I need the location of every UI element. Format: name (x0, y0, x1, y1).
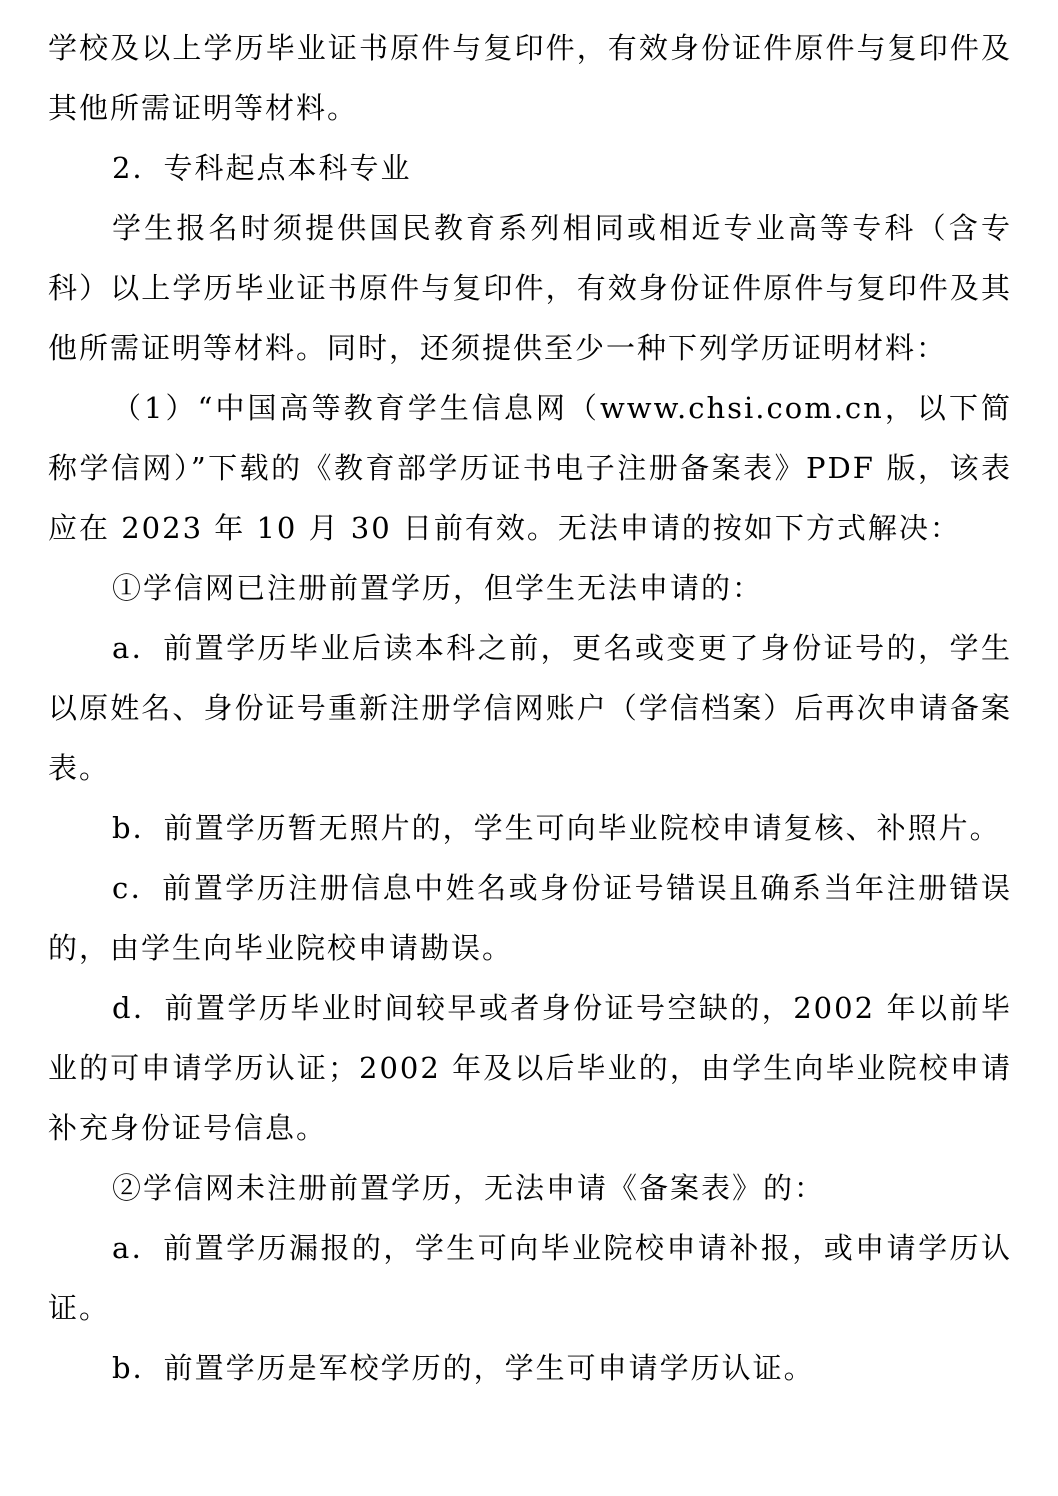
paragraph-10: ②学信网未注册前置学历，无法申请《备案表》的： (112, 1171, 826, 1205)
paragraph-12: b．前置学历是军校学历的，学生可申请学历认证。 (112, 1351, 815, 1385)
paragraph-11: a．前置学历漏报的，学生可向毕业院校申请补报，或申请学历认证。 (48, 1231, 1012, 1325)
paragraph-5: ①学信网已注册前置学历，但学生无法申请的： (112, 571, 764, 605)
paragraph-3: 学生报名时须提供国民教育系列相同或相近专业高等专科（含专科）以上学历毕业证书原件与复印件，有效身份证件原件与复印件及其他所需证明等材料。同时，还须提供至少一种下列学历证明材料： (48, 211, 1012, 365)
section-heading: 2．专科起点本科专业 (112, 151, 412, 185)
paragraph-8: c．前置学历注册信息中姓名或身份证号错误且确系当年注册错误的，由学生向毕业院校申请勘误。 (48, 871, 1012, 965)
paragraph-6: a．前置学历毕业后读本科之前，更名或变更了身份证号的，学生以原姓名、身份证号重新注册学信网账户（学信档案）后再次申请备案表。 (48, 631, 1012, 785)
paragraph-1: 学校及以上学历毕业证书原件与复印件，有效身份证件原件与复印件及其他所需证明等材料。 (48, 31, 1012, 125)
paragraph-7: b．前置学历暂无照片的，学生可向毕业院校申请复核、补照片。 (112, 811, 1001, 845)
paragraph-9: d．前置学历毕业时间较早或者身份证号空缺的，2002 年以前毕业的可申请学历认证；2002 年及以后毕业的，由学生向毕业院校申请补充身份证号信息。 (48, 991, 1012, 1145)
document-page (48, 18, 1012, 1398)
paragraph-4: （1）“中国高等教育学生信息网（www.chsi.com.cn，以下简称学信网）”下载的《教育部学历证书电子注册备案表》PDF 版，该表应在 2023 年 10 月 30 日前有效。无法申请的按如下方式解决： (48, 391, 1012, 545)
